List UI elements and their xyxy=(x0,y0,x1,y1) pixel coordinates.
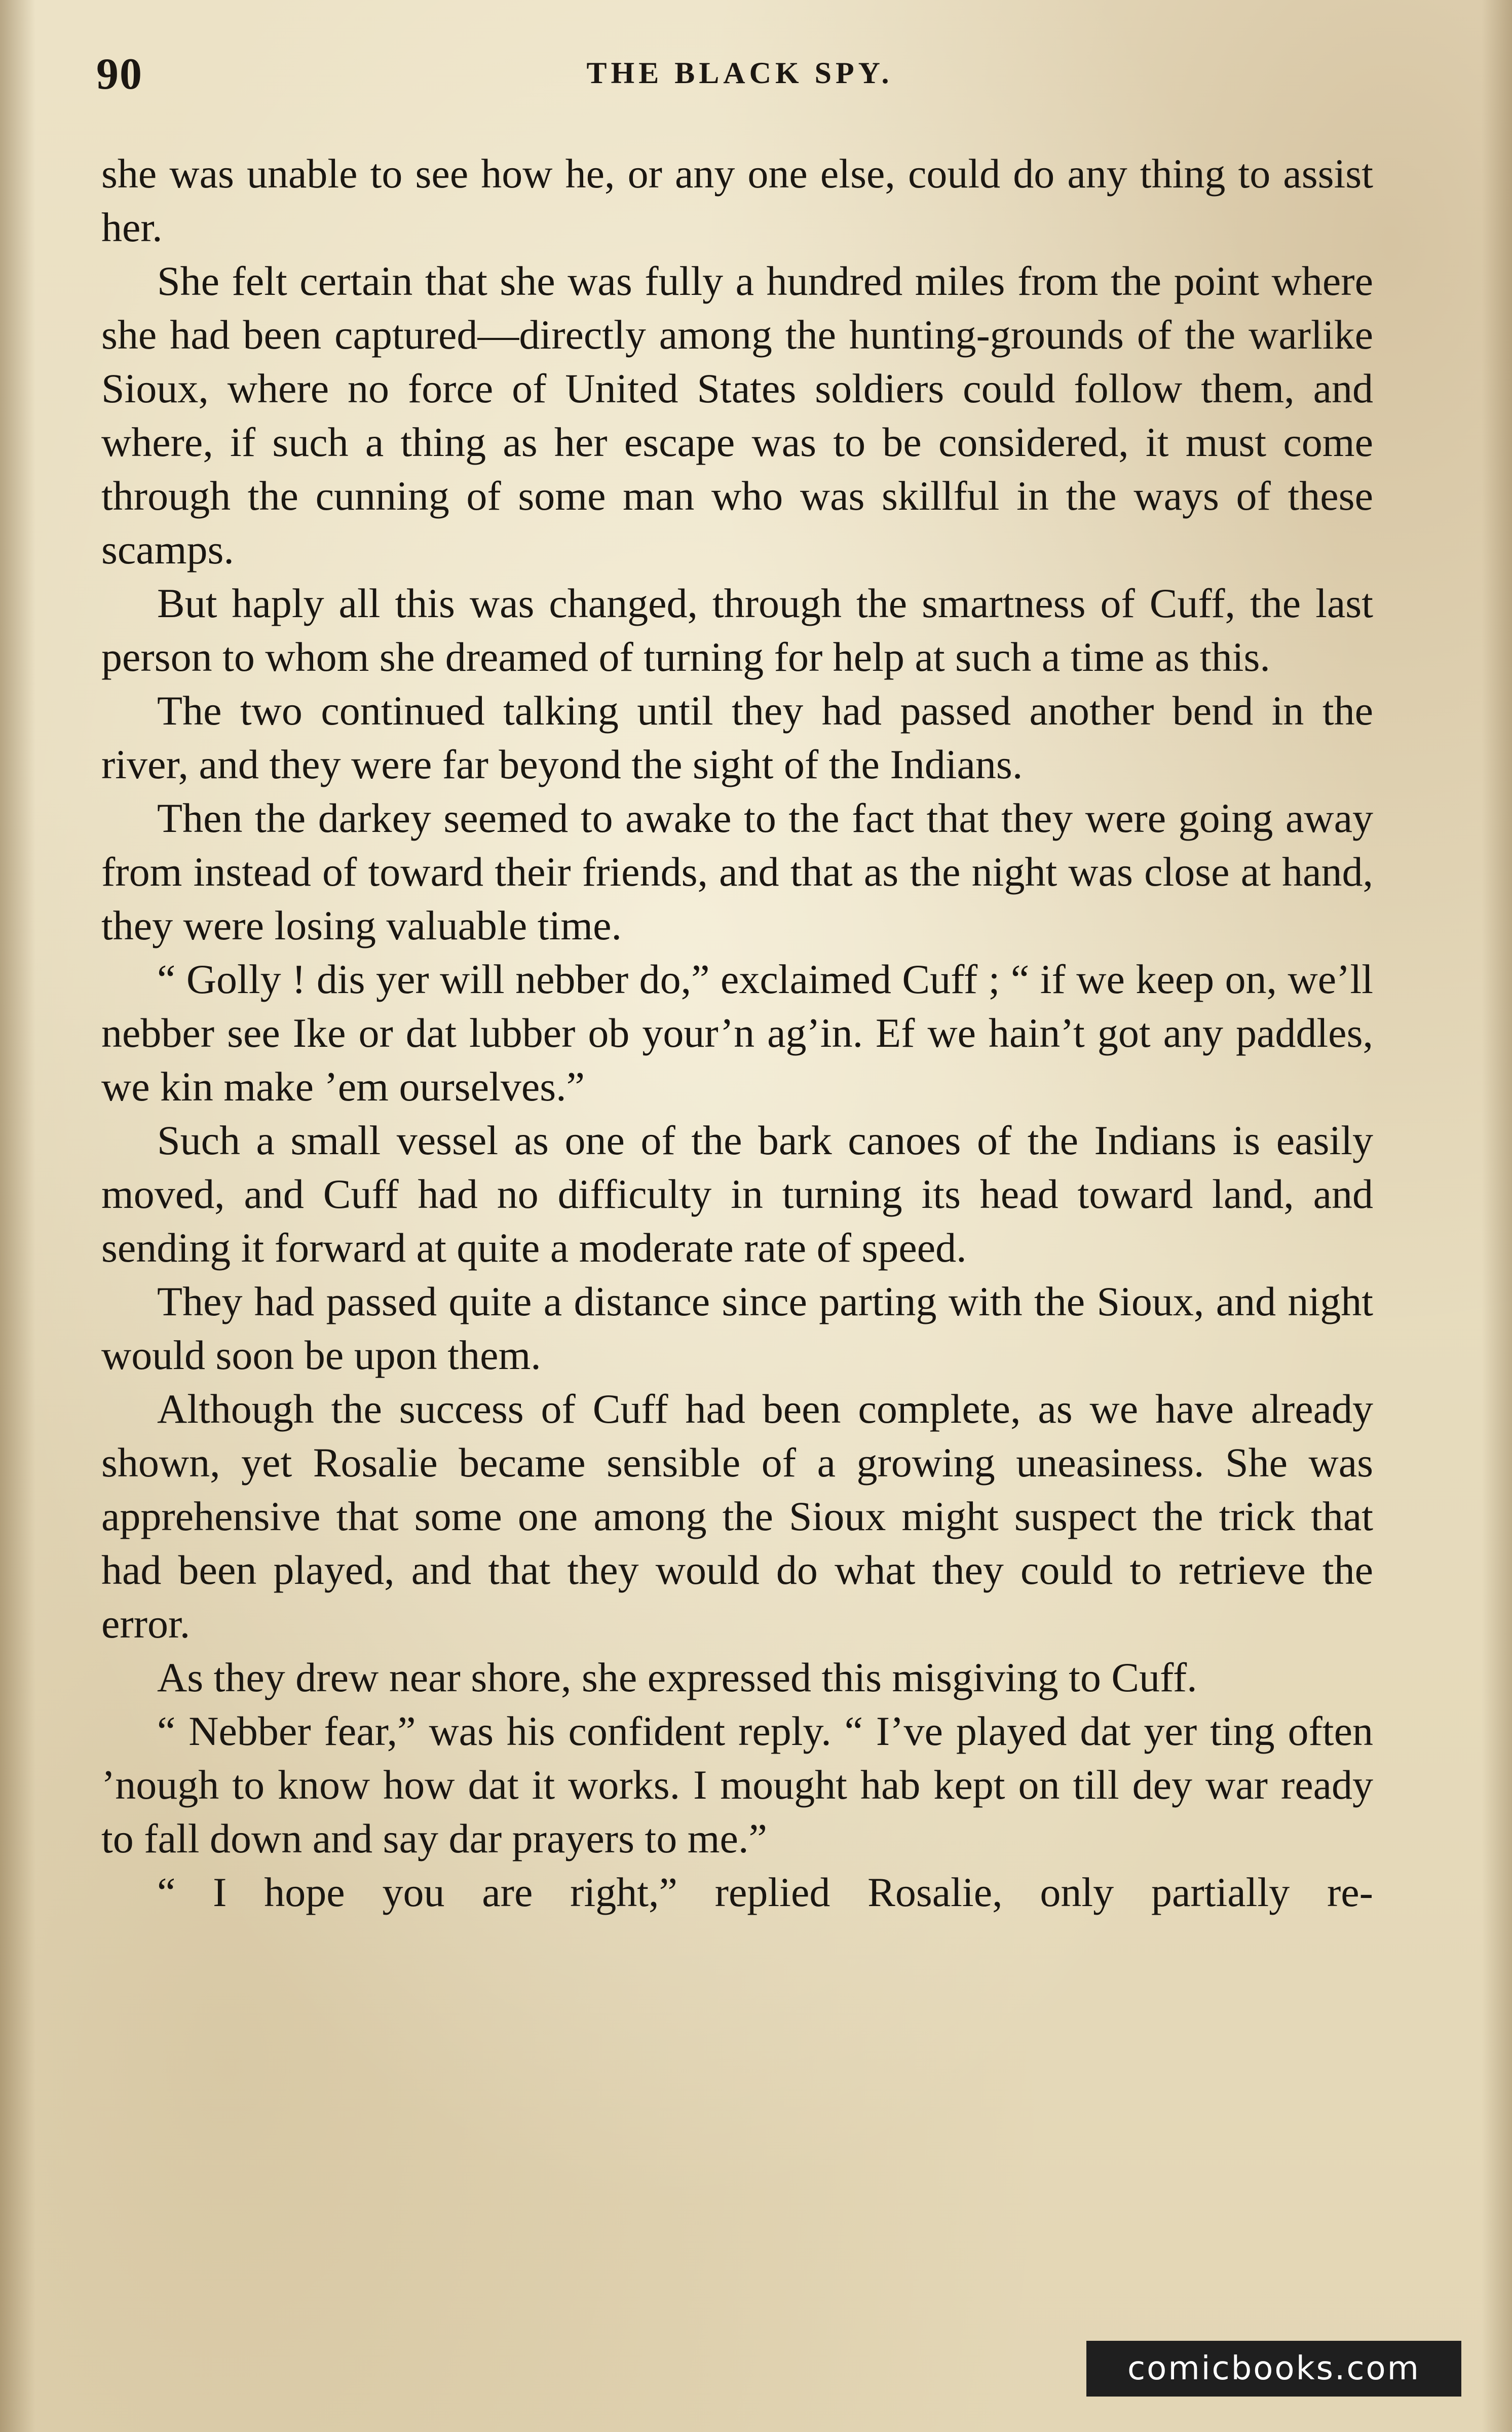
running-head: THE BLACK SPY. xyxy=(586,56,893,90)
paragraph: But haply all this was changed, through the smartness of Cuff, the last person to whom she dreamed of turning for help at such a time as this. xyxy=(101,580,1373,680)
paragraph: They had passed quite a distance since parting with the Sioux, and night would soon be upon them. xyxy=(101,1278,1373,1378)
paragraph: “ Golly ! dis yer will nebber do,” exclaimed Cuff ; “ if we keep on, we’ll nebber see Ike or dat lubber ob your’n ag’in. Ef we hain’t got any paddles, we kin make ’em ourselves.” xyxy=(101,956,1373,1110)
paragraph: Then the darkey seemed to awake to the fact that they were going away from instead of toward their friends, and that as the night was close at hand, they were losing valuable time. xyxy=(101,795,1373,948)
paragraph: “ I hope you are right,” replied Rosalie, only partially re- xyxy=(157,1869,1373,1915)
page-edge-shadow-left xyxy=(0,0,35,2432)
paragraph: She felt certain that she was fully a hundred miles from the point where she had been captured—directly among the hunting-grounds of the warlike Sioux, where no force of United States soldiers could follow them, and where, if such a thing as her escape was to be considered, it must come through the cunning of some man who was skillful in the ways of these scamps. xyxy=(101,258,1373,573)
paragraph: Although the success of Cuff had been complete, as we have already shown, yet Rosalie became sensible of a growing uneasiness. She was apprehensive that some one among the Sioux might suspect the trick that had been played, and that they would do what they could to retrieve the error. xyxy=(101,1386,1373,1647)
body-text xyxy=(101,147,1373,1919)
paragraph: Such a small vessel as one of the bark canoes of the Indians is easily moved, and Cuff had no difficulty in turning its head toward land, and sending it forward at quite a moderate rate of speed. xyxy=(101,1117,1373,1271)
page-header xyxy=(96,49,1383,104)
paragraph: she was unable to see how he, or any one else, could do any thing to assist her. xyxy=(101,150,1373,250)
paragraph: As they drew near shore, she expressed this misgiving to Cuff. xyxy=(157,1654,1197,1700)
page-edge-shadow-right xyxy=(1482,0,1512,2432)
site-watermark: comicbooks.com xyxy=(1086,2341,1461,2397)
paragraph: The two continued talking until they had passed another bend in the river, and they were far beyond the sight of the Indians. xyxy=(101,688,1373,787)
paragraph: “ Nebber fear,” was his confident reply. “ I’ve played dat yer ting often ’nough to know how dat it works. I mought hab kept on till dey war ready to fall down and say dar prayers to me.” xyxy=(101,1708,1373,1861)
page-number: 90 xyxy=(96,50,143,99)
